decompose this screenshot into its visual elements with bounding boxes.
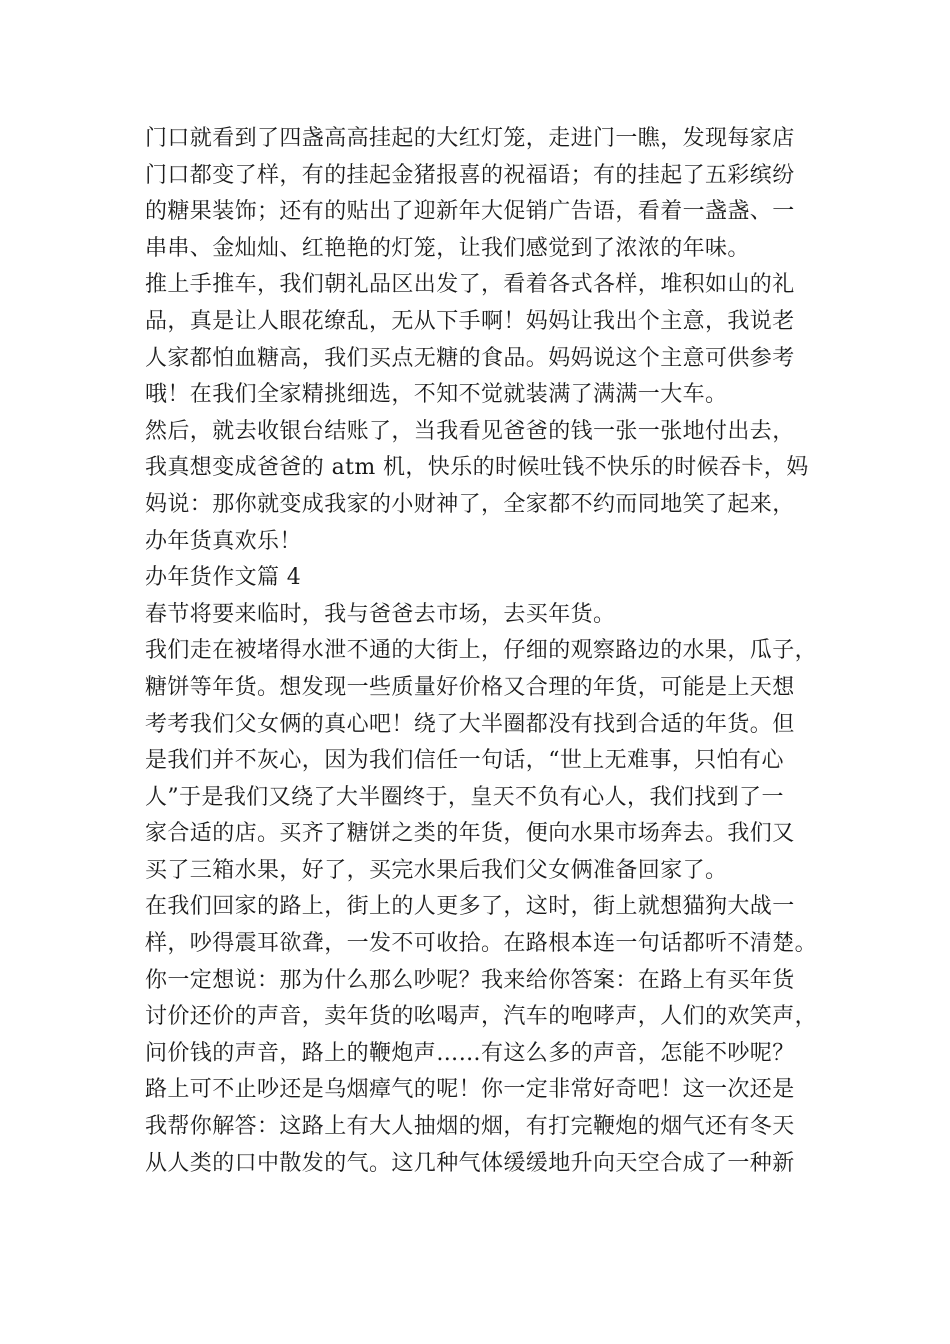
text-line: 问价钱的声音，路上的鞭炮声……有这么多的声音，怎能不吵呢？	[145, 1040, 795, 1066]
text-line: 哦！在我们全家精挑细选，不知不觉就装满了满满一大车。	[145, 382, 728, 408]
text-line: 推上手推车，我们朝礼品区出发了，看着各式各样，堆积如山的礼	[145, 272, 795, 298]
text-line: 人家都怕血糖高，我们买点无糖的食品。妈妈说这个主意可供参考	[145, 345, 795, 371]
text-line: 样，吵得震耳欲聋，一发不可收拾。在路根本连一句话都听不清楚。	[145, 931, 818, 957]
text-line: 我们走在被堵得水泄不通的大街上，仔细的观察路边的水果，瓜子，	[145, 638, 818, 664]
text-line: 家合适的店。买齐了糖饼之类的年货，便向水果市场奔去。我们又	[145, 821, 795, 847]
text-line: 路上可不止吵还是乌烟瘴气的呢！你一定非常好奇吧！这一次还是	[145, 1077, 795, 1103]
text-line: 然后，就去收银台结账了，当我看见爸爸的钱一张一张地付出去，	[145, 418, 795, 444]
text-line: 买了三箱水果，好了，买完水果后我们父女俩准备回家了。	[145, 857, 728, 883]
text-line: 春节将要来临时，我与爸爸去市场，去买年货。	[145, 601, 616, 627]
text-line: 妈说：那你就变成我家的小财神了，全家都不约而同地笑了起来，	[145, 491, 795, 517]
text-line: 是我们并不灰心，因为我们信任一句话，“世上无难事，只怕有心	[145, 748, 784, 774]
text-line: 在我们回家的路上，街上的人更多了，这时，街上就想猫狗大战一	[145, 894, 795, 920]
text-line: 品，真是让人眼花缭乱，无从下手啊！妈妈让我出个主意，我说老	[145, 308, 795, 334]
text-line: 办年货真欢乐！	[145, 528, 302, 554]
text-line: 人”于是我们又绕了大半圈终于，皇天不负有心人，我们找到了一	[145, 784, 784, 810]
text-line: 我帮你解答：这路上有大人抽烟的烟，有打完鞭炮的烟气还有冬天	[145, 1114, 795, 1140]
essay-text	[145, 121, 825, 1182]
text-line: 的糖果装饰；还有的贴出了迎新年大促销广告语，看着一盏盏、一	[145, 199, 795, 225]
text-line: 你一定想说：那为什么那么吵呢？我来给你答案：在路上有买年货	[145, 967, 795, 993]
text-line: 糖饼等年货。想发现一些质量好价格又合理的年货，可能是上天想	[145, 674, 795, 700]
text-line: 门口都变了样，有的挂起金猪报喜的祝福语；有的挂起了五彩缤纷	[145, 162, 795, 188]
text-line: 门口就看到了四盏高高挂起的大红灯笼，走进门一瞧，发现每家店	[145, 126, 795, 151]
text-line: 我真想变成爸爸的 atm 机，快乐的时候吐钱不快乐的时候吞卡，妈	[145, 455, 809, 481]
text-line: 从人类的口中散发的气。这几种气体缓缓地升向天空合成了一种新	[145, 1150, 795, 1176]
section-heading: 办年货作文篇 4	[145, 565, 302, 591]
text-line: 考考我们父女俩的真心吧！绕了大半圈都没有找到合适的年货。但	[145, 711, 795, 737]
text-line: 讨价还价的声音，卖年货的吆喝声，汽车的咆哮声，人们的欢笑声，	[145, 1004, 818, 1030]
text-line: 串串、金灿灿、红艳艳的灯笼，让我们感觉到了浓浓的年味。	[145, 235, 750, 261]
